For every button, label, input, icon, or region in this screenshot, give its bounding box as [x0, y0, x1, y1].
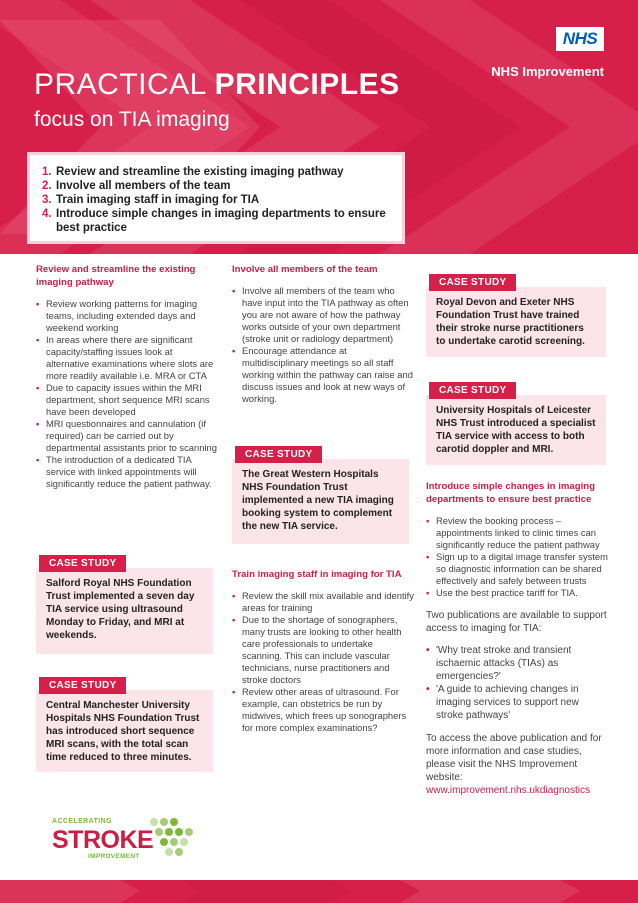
- logo-bottom-text: IMPROVEMENT: [88, 853, 140, 860]
- logo-dots-icon: [148, 816, 208, 858]
- footer-bar: [0, 880, 638, 903]
- principles-list: [42, 165, 390, 235]
- involve-bullets: [232, 285, 415, 405]
- bullet-item: • 'A guide to achieving changes in imaging services to support new stroke pathways': [426, 683, 608, 722]
- case-study-tag: CASE STUDY: [235, 446, 322, 463]
- title-light: PRACTICAL: [34, 68, 215, 101]
- case-study-leicester: [426, 385, 606, 465]
- column-train: [232, 568, 415, 734]
- principle-number: 1.: [42, 166, 52, 178]
- access-text: To access the above publication and for more information and case studies, please visit the NHS Improvement website:: [426, 733, 602, 783]
- publications-list: [426, 644, 608, 722]
- bullet-item: • In areas where there are significant capacity/staffing issues look at alternative examinations where slots are more readily available i.e. MRA or CTA: [36, 334, 218, 382]
- bullet-item: • MRI questionnaires and cannulation (if required) can be carried out by departmental assistants prior to scanning: [36, 418, 218, 454]
- bullet-item: • Use the best practice tariff for TIA.: [426, 587, 608, 599]
- involve-heading: Involve all members of the team: [232, 264, 378, 275]
- train-heading: Train imaging staff in imaging for TIA: [232, 569, 402, 580]
- column-involve: [232, 263, 415, 405]
- principle-item: [42, 193, 390, 207]
- train-bullets: [232, 590, 415, 734]
- bullet-item: • Review other areas of ultrasound. For example, can obstetrics be run by midwives, which frees up sonographers for more complex examinations?: [232, 686, 415, 734]
- principle-text: Review and streamline the existing imaging pathway: [56, 166, 344, 178]
- bullet-item: • Encourage attendance at multidisciplinary meetings so all staff working within the pathway can raise and discuss issues and look at new ways of working.: [232, 345, 415, 405]
- column-introduce: [426, 480, 608, 797]
- title-bold: PRINCIPLES: [214, 68, 400, 101]
- case-study-text: Royal Devon and Exeter NHS Foundation Trust have trained their stroke nurse practitioners to undertake carotid screening.: [436, 297, 585, 347]
- bullet-item: • Review the skill mix available and identify areas for training: [232, 590, 415, 614]
- case-study-text: The Great Western Hospitals NHS Foundation Trust implemented a new TIA imaging booking system to complement the new TIA service.: [242, 469, 394, 532]
- page-subtitle: focus on TIA imaging: [34, 108, 230, 131]
- bullet-item: • Due to capacity issues within the MRI department, short sequence MRI scans have been developed: [36, 382, 218, 418]
- publications-intro: Two publications are available to support access to imaging for TIA:: [426, 610, 607, 634]
- bullet-item: • Involve all members of the team who have input into the TIA pathway as often you are not aware of how the pathway works outside of your own department (stroke unit or radiology department): [232, 285, 415, 345]
- case-study-great-western: [232, 449, 409, 544]
- bullet-item: • The introduction of a dedicated TIA service with linked appointments will significantly reduce the patient pathway.: [36, 454, 218, 490]
- case-study-devon: [426, 277, 606, 357]
- principle-number: 2.: [42, 180, 52, 192]
- logo-top-text: ACCELERATING: [52, 818, 112, 825]
- principle-item: [42, 207, 390, 235]
- bullet-item: • Due to the shortage of sonographers, many trusts are looking to other health care professionals to undertake scanning. This can include vascular technicians, nurse practitioners and stroke doctors: [232, 614, 415, 686]
- column-review: [36, 263, 218, 490]
- bullet-item: • Review working patterns for imaging teams, including extended days and weekend working: [36, 298, 218, 334]
- principle-text: Train imaging staff in imaging for TIA: [56, 194, 260, 206]
- case-study-tag: CASE STUDY: [429, 382, 516, 399]
- logo-main-text: STROKE: [52, 826, 154, 854]
- case-study-text: Salford Royal NHS Foundation Trust implemented a seven day TIA service using ultrasound Monday to Friday, and MRI at weekends.: [46, 578, 195, 641]
- accelerating-stroke-logo: [36, 806, 206, 866]
- principle-item: [42, 165, 390, 179]
- principle-number: 3.: [42, 194, 52, 206]
- header-banner: [0, 0, 638, 254]
- website-link[interactable]: www.improvement.nhs.ukdiagnostics: [426, 785, 590, 796]
- bullet-item: • 'Why treat stroke and transient ischaemic attacks (TIAs) as emergencies?': [426, 644, 608, 683]
- introduce-heading: Introduce simple changes in imaging departments to ensure best practice: [426, 481, 595, 505]
- introduce-bullets: [426, 515, 608, 599]
- review-heading: Review and streamline the existing imaging pathway: [36, 264, 196, 288]
- case-study-text: University Hospitals of Leicester NHS Trust introduced a specialist TIA service with access to both carotid doppler and MRI.: [436, 405, 596, 455]
- case-study-tag: CASE STUDY: [39, 677, 126, 694]
- case-study-salford: [36, 558, 213, 654]
- bullet-item: • Sign up to a digital image transfer system so diagnostic information can be shared effectively and safely between trusts: [426, 551, 608, 587]
- principle-text: Introduce simple changes in imaging departments to ensure best practice: [56, 208, 386, 234]
- case-study-text: Central Manchester University Hospitals NHS Foundation Trust has introduced short sequence MRI scans, with the total scan time reduced to three minutes.: [46, 700, 200, 763]
- case-study-tag: CASE STUDY: [429, 274, 516, 291]
- principles-box: [27, 152, 405, 244]
- nhs-logo: NHS: [556, 27, 604, 51]
- case-study-tag: CASE STUDY: [39, 555, 126, 572]
- review-bullets: [36, 298, 218, 490]
- principle-text: Involve all members of the team: [56, 180, 231, 192]
- principle-item: [42, 179, 390, 193]
- principle-number: 4.: [42, 208, 52, 220]
- page-title: [34, 68, 400, 102]
- bullet-item: • Review the booking process – appointments linked to clinic times can significantly reduce the patient pathway: [426, 515, 608, 551]
- case-study-manchester: [36, 680, 213, 772]
- footer-chevrons-graphic: [0, 880, 638, 903]
- org-name: NHS Improvement: [491, 64, 604, 79]
